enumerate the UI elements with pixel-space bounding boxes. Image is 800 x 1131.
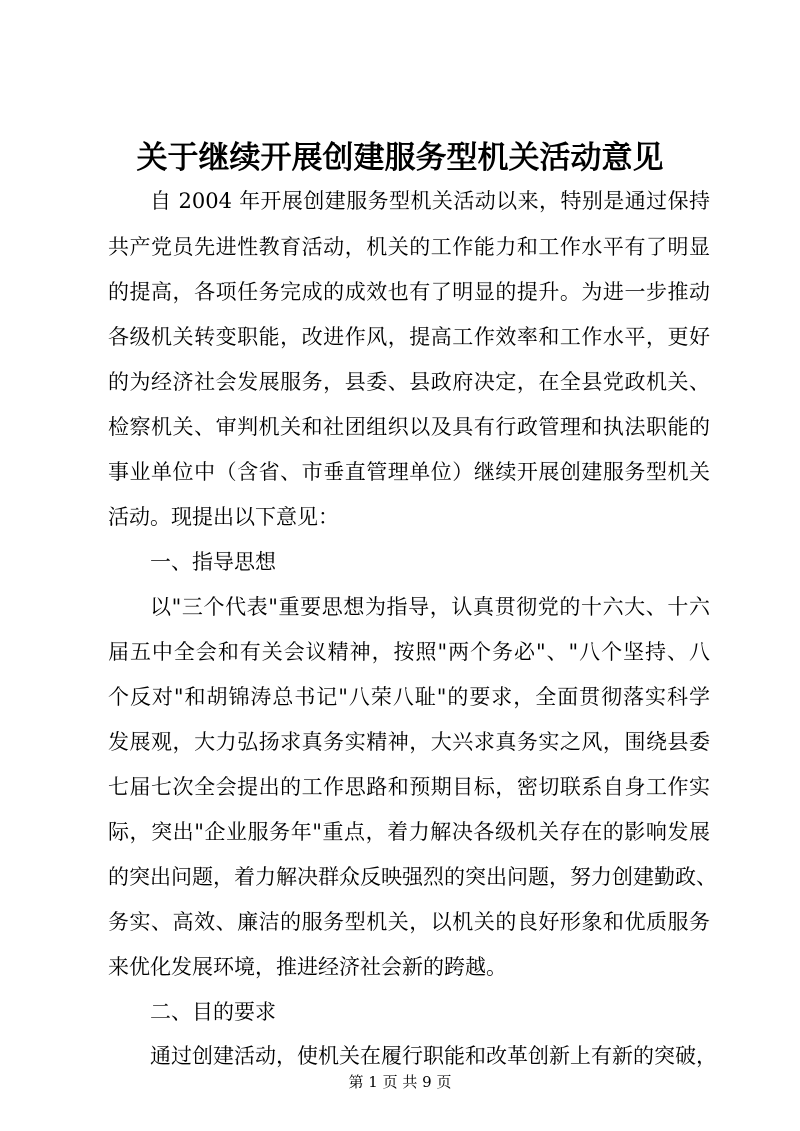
paragraph-line: 个反对"和胡锦涛总书记"八荣八耻"的要求，全面贯彻落实科学 <box>108 685 710 709</box>
paragraph-line: 检察机关、审判机关和社团组织以及具有行政管理和执法职能的 <box>108 415 710 439</box>
paragraph-line: 共产党员先进性教育活动，机关的工作能力和工作水平有了明显 <box>108 235 710 259</box>
section-heading-guiding-thought: 一、指导思想 <box>150 550 276 574</box>
document-title: 关于继续开展创建服务型机关活动意见 <box>136 140 664 176</box>
paragraph-line: 的为经济社会发展服务，县委、县政府决定，在全县党政机关、 <box>108 370 710 394</box>
paragraph-line: 发展观，大力弘扬求真务实精神，大兴求真务实之风，围绕县委 <box>108 730 710 754</box>
paragraph-line: 自 2004 年开展创建服务型机关活动以来，特别是通过保持 <box>150 189 710 213</box>
paragraph-line: 活动。现提出以下意见： <box>108 505 339 529</box>
paragraph-line: 来优化发展环境，推进经济社会新的跨越。 <box>108 955 507 979</box>
paragraph-line: 事业单位中（含省、市垂直管理单位）继续开展创建服务型机关 <box>108 460 710 484</box>
section-heading-objectives: 二、目的要求 <box>150 1000 276 1024</box>
paragraph-line: 务实、高效、廉洁的服务型机关，以机关的良好形象和优质服务 <box>108 910 710 934</box>
paragraph-line: 的突出问题，着力解决群众反映强烈的突出问题，努力创建勤政、 <box>108 865 717 889</box>
paragraph-line: 届五中全会和有关会议精神，按照"两个务必"、"八个坚持、八 <box>108 640 710 664</box>
paragraph-line: 以"三个代表"重要思想为指导，认真贯彻党的十六大、十六 <box>150 595 710 619</box>
paragraph-line: 际，突出"企业服务年"重点，着力解决各级机关存在的影响发展 <box>108 820 710 844</box>
paragraph-line: 各级机关转变职能，改进作风，提高工作效率和工作水平，更好 <box>108 325 710 349</box>
paragraph-line: 通过创建活动，使机关在履行职能和改革创新上有新的突破， <box>150 1044 717 1068</box>
page-number-footer: 第 1 页 共 9 页 <box>348 1073 452 1091</box>
paragraph-line: 的提高，各项任务完成的成效也有了明显的提升。为进一步推动 <box>108 280 710 304</box>
paragraph-line: 七届七次全会提出的工作思路和预期目标，密切联系自身工作实 <box>108 775 710 799</box>
